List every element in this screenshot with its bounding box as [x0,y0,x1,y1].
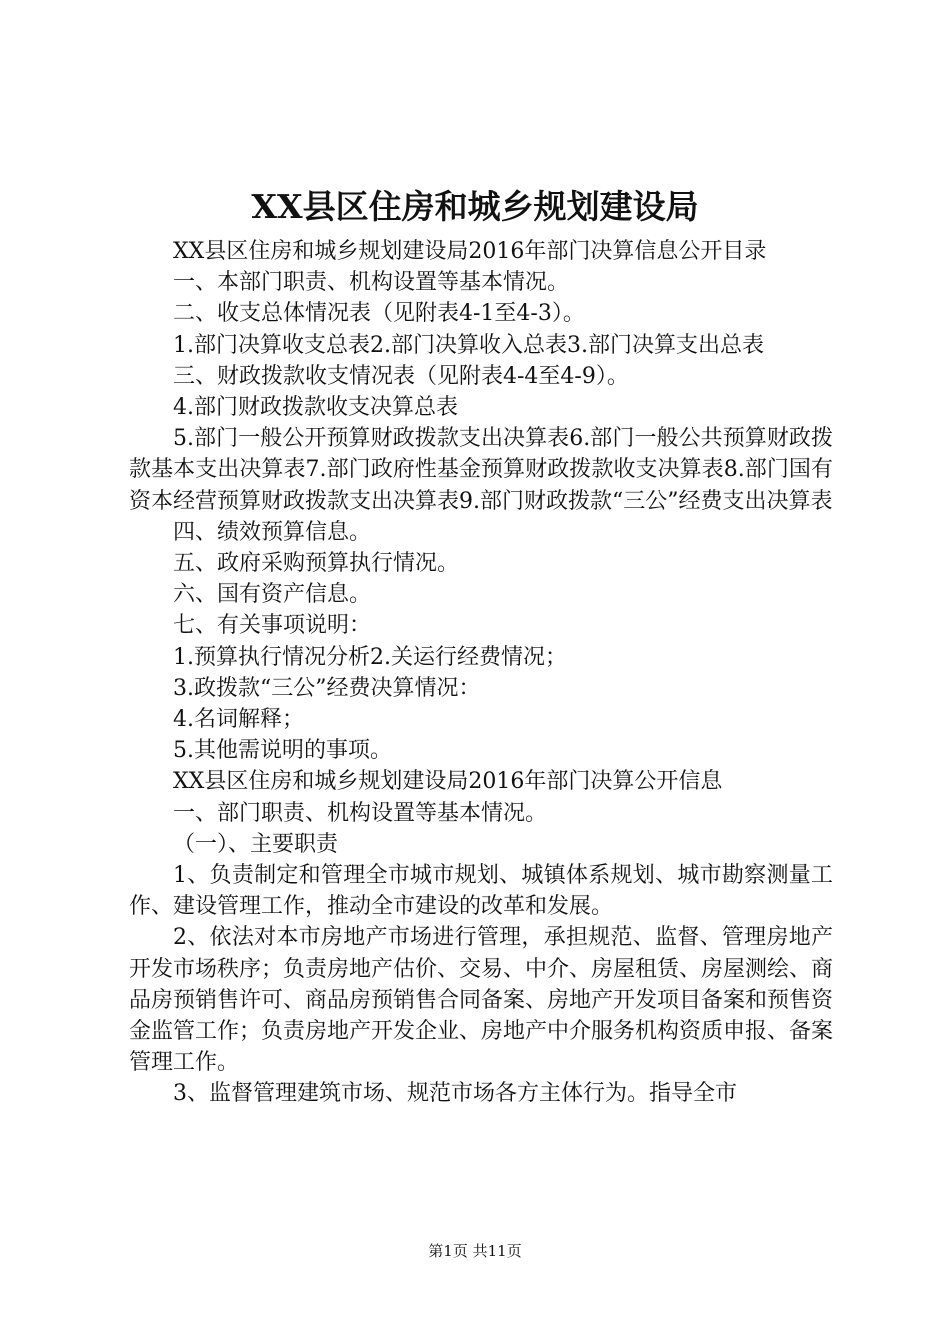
paragraph: 3、监督管理建筑市场、规范市场各方主体行为。指导全市 [173,1081,737,1107]
paragraph: 5.部门一般公开预算财政拨款支出决算表6.部门一般公共预算财政拨款基本支出决算表7.部门政府性基金预算财政拨款收支决算表8.部门国有资本经营预算财政拨款支出决算表9.部门财政拨款“三公”经费支出决算表 [129,426,833,514]
paragraph: 七、有关事项说明： [173,613,372,639]
paragraph: 五、政府采购预算执行情况。 [173,551,460,577]
paragraph: 4.部门财政拨款收支决算总表 [173,395,458,421]
page-footer: 第1页 共11页 [428,1242,522,1260]
paragraph: 四、绩效预算信息。 [173,519,372,545]
paragraph: 一、本部门职责、机构设置等基本情况。 [173,270,570,296]
paragraph: 1.部门决算收支总表2.部门决算收入总表3.部门决算支出总表 [173,332,764,358]
paragraph: 5.其他需说明的事项。 [173,738,392,764]
document-title: XX县区住房和城乡规划建设局 [251,187,699,226]
paragraph: 3.政拨款“三公”经费决算情况： [173,675,481,701]
paragraph: 1、负责制定和管理全市城市规划、城镇体系规划、城市勘察测量工作、建设管理工作，推动全市建设的改革和发展。 [129,863,833,920]
paragraph: 二、收支总体情况表（见附表4-1至4-3）。 [173,301,585,327]
paragraph: 4.名词解释； [173,707,304,733]
paragraph: XX县区住房和城乡规划建设局2016年部门决算公开信息 [173,769,723,795]
paragraph: 2、依法对本市房地产市场进行管理，承担规范、监督、管理房地产开发市场秩序；负责房地产估价、交易、中介、房屋租赁、房屋测绘、商品房预销售许可、商品房预销售合同备案、房地产开发项目备案和预售资金监管工作；负责房地产开发企业、房地产中介服务机构资质申报、备案管理工作。 [129,925,834,1076]
document-body [129,236,833,1110]
paragraph: 1.预算执行情况分析2.关运行经费情况； [173,644,567,670]
paragraph: 六、国有资产信息。 [173,582,372,608]
paragraph: 一、部门职责、机构设置等基本情况。 [173,800,548,826]
paragraph: 三、财政拨款收支情况表（见附表4-4至4-9）。 [173,363,629,389]
paragraph: XX县区住房和城乡规划建设局2016年部门决算信息公开目录 [173,239,767,264]
paragraph: （一）、主要职责 [173,831,339,857]
